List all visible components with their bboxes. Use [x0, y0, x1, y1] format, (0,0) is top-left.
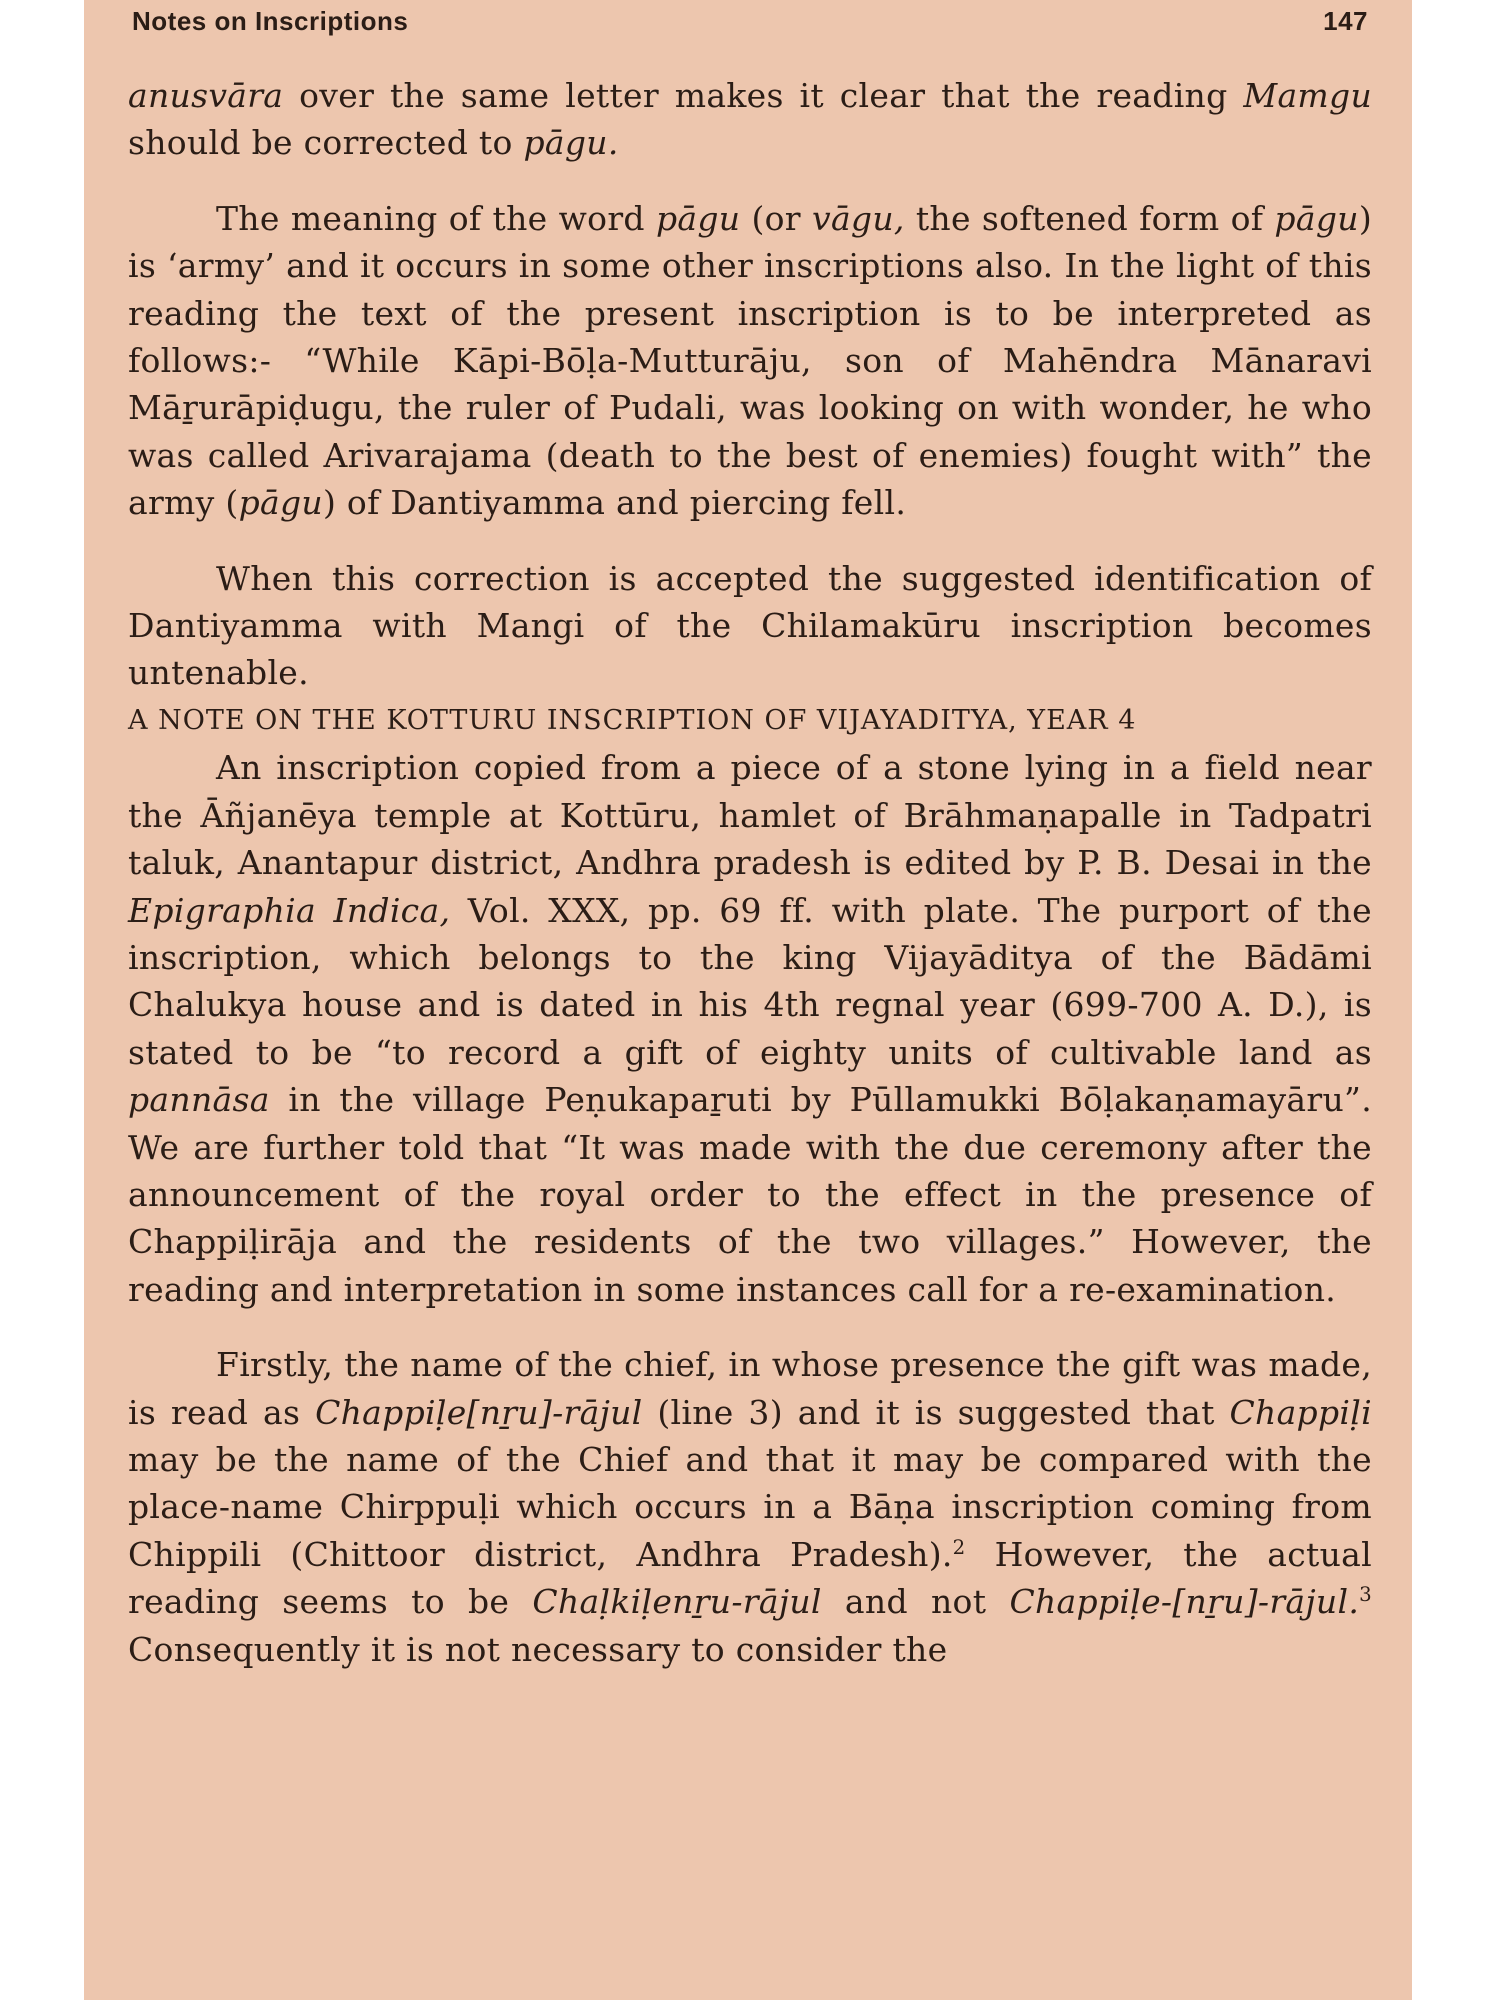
italic-term: pāgu [655, 198, 741, 238]
text-run: over the same letter makes it clear that the reading [283, 76, 1244, 115]
text-run: the softened form of [904, 198, 1275, 238]
italic-term: pāgu. [523, 123, 619, 163]
text-run: An inscription copied from a piece of a stone lying in a field near the Āñjanēya temple at Kottūru, hamlet of Brāhmaṇapalle in Tadpatri taluk, Anantapur district, Andhra pradesh is edited by P. B. Desai in the [128, 748, 1372, 883]
text-run: (line 3) and it is suggested that [642, 1392, 1230, 1432]
text-run: should be corrected to [128, 123, 524, 163]
text-run: in the village Peṇukapaṟuti by Pūllamukki Bōḷakaṇamayāru”. We are further told that “It was made with the due ceremony after the announcement of the royal order to the effect in the presence of Chappiḷirāja and the residents of the two villages.” However, the reading and interpretation in some instances call for a re-examination. [128, 1080, 1372, 1309]
running-title: Notes on Inscriptions [132, 6, 409, 36]
footnote-ref: 2 [952, 1535, 966, 1559]
italic-term: Epigraphia Indica, [128, 890, 451, 930]
page-number: 147 [1323, 6, 1368, 36]
text-run: ) is ‘army’ and it occurs in some other inscriptions also. In the light of this reading the text of the present inscription is to be interpreted as follows:- “While Kāpi-Bōḷa-Mutturāju, son of Mahēndra Mānaravi Māṟurāpiḍugu, the ruler of Pudali, was looking on with wonder, he who was called Arivarajama (death to the best of enemies) fought with” the army ( [128, 198, 1372, 523]
italic-term: Chappiḷi [1229, 1392, 1372, 1432]
italic-term: Mamgu [1243, 76, 1372, 115]
italic-term: Chappiḷe[nṟu]-rājul [315, 1392, 643, 1432]
paragraph-1 [128, 72, 1372, 167]
text-run: When this correction is accepted the suggested identification of Dantiyamma with Mangi of the Chilamakūru inscription becomes untenable. [128, 558, 1372, 693]
paragraph-2 [128, 195, 1372, 527]
text-run: may be the name of the Chief and that it may be compared with the place-name Chirppuḷi which occurs in a Bāṇa inscription coming from Chippili (Chittoor district, Andhra Pradesh). [128, 1439, 1372, 1574]
italic-term: pāgu [238, 483, 323, 523]
running-head [132, 6, 1368, 46]
text-run: The meaning of the word [216, 198, 656, 238]
italic-term: vāgu, [812, 198, 905, 238]
italic-term: anusvāra [128, 76, 284, 115]
paragraph-5 [128, 1341, 1372, 1673]
section-heading: A NOTE ON THE KOTTURU INSCRIPTION OF VIJAYADITYA, YEAR 4 [128, 704, 1137, 736]
paragraph-3 [128, 555, 1372, 697]
body-text [128, 72, 1372, 1673]
text-run: ) of Dantiyamma and piercing fell. [322, 483, 907, 523]
text-run: Firstly, the name of the chief, in whose presence the gift was made, is read as [128, 1345, 1372, 1432]
book-page [84, 0, 1412, 2000]
text-run: (or [740, 198, 813, 238]
text-run: However, the actual reading seems to be [128, 1534, 1372, 1622]
text-run: Vol. XXX, pp. 69 ff. with plate. The purport of the inscription, which belongs to the king Vijayāditya of the Bādāmi Chalukya house and is dated in his 4th regnal year (699-700 A. D.), is stated to be “to record a gift of eighty units of cultivable land as [128, 890, 1372, 1072]
italic-term: Chaḷkiḷenṟu-rājul [532, 1582, 822, 1622]
paragraph-4 [128, 744, 1372, 1313]
italic-term: pannāsa [128, 1080, 270, 1120]
text-run: and not [821, 1582, 1010, 1622]
text-run: Consequently it is not necessary to consider the [128, 1629, 948, 1669]
italic-term: pāgu [1274, 198, 1359, 238]
italic-term: Chappiḷe-[nṟu]-rājul. [1009, 1582, 1360, 1622]
footnote-ref: 3 [1359, 1583, 1373, 1607]
